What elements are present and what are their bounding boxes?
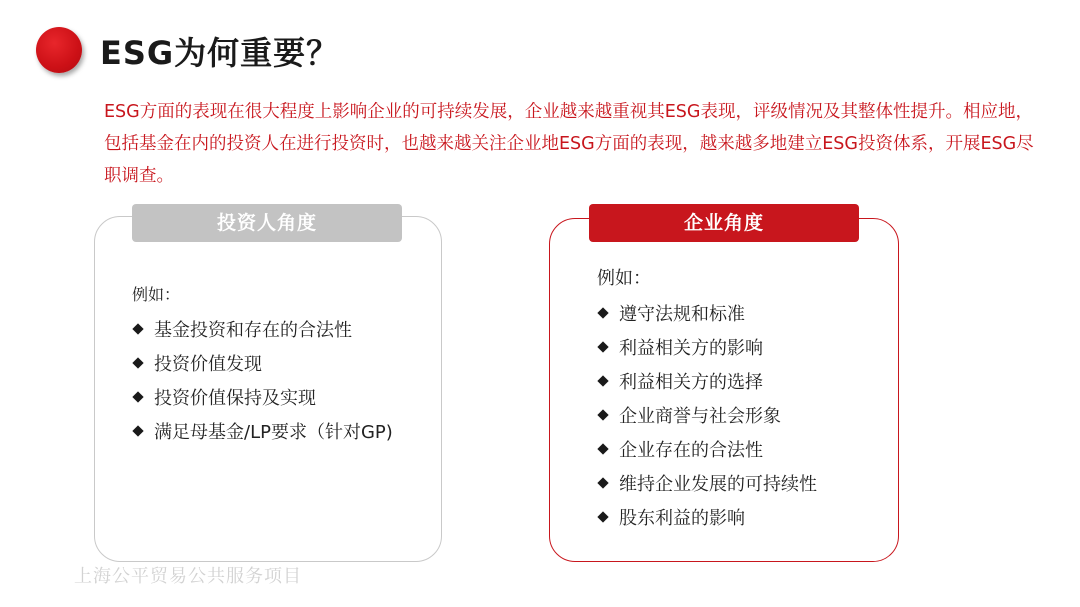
list-item-text: 利益相关方的影响 [619,338,763,359]
page-title: ESG为何重要？ [100,34,340,72]
list-item [597,298,817,332]
list-item-text: 股东利益的影响 [619,508,745,529]
intro-paragraph: ESG方面的表现在很大程度上影响企业的可持续发展，企业越来越重视其ESG表现，评级情况及其整体性提升。相应地，包括基金在内的投资人在进行投资时，也越来越关注企业地ESG方面的表现，越来越多地建立ESG投资体系，开展ESG尽职调查。 [104,102,1034,186]
enterprise-list [597,298,817,536]
diamond-bullet-icon [597,409,608,420]
list-item [597,400,817,434]
enterprise-panel-body [597,264,817,536]
list-item [132,348,393,382]
diamond-bullet-icon [597,341,608,352]
diamond-bullet-icon [597,307,608,318]
list-item-text: 维持企业发展的可持续性 [619,474,817,495]
list-item [597,434,817,468]
diamond-bullet-icon [132,323,143,334]
footer-watermark: 上海公平贸易公共服务项目 [74,566,302,587]
diamond-bullet-icon [597,511,608,522]
list-item-text: 企业存在的合法性 [619,440,763,461]
list-item [597,366,817,400]
list-item [132,416,393,450]
investor-list [132,314,393,450]
list-item [132,382,393,416]
list-item-text: 利益相关方的选择 [619,372,763,393]
list-item [597,468,817,502]
enterprise-panel-header: 企业角度 [589,204,859,242]
list-item-text: 基金投资和存在的合法性 [154,320,352,341]
list-item-text: 满足母基金/LP要求（针对GP) [154,422,393,443]
investor-panel-header: 投资人角度 [132,204,402,242]
diamond-bullet-icon [597,477,608,488]
list-item-text: 企业商誉与社会形象 [619,406,781,427]
list-item [597,502,817,536]
investor-example-label: 例如： [132,285,181,304]
list-item [132,314,393,348]
diamond-bullet-icon [132,391,143,402]
investor-panel-body [132,280,393,450]
title-red-circle-icon [36,27,82,73]
diamond-bullet-icon [132,357,143,368]
diamond-bullet-icon [597,443,608,454]
list-item-text: 投资价值保持及实现 [154,388,316,409]
list-item-text: 遵守法规和标准 [619,304,745,325]
enterprise-example-label: 例如： [597,268,651,289]
diamond-bullet-icon [132,425,143,436]
diamond-bullet-icon [597,375,608,386]
list-item [597,332,817,366]
list-item-text: 投资价值发现 [154,354,262,375]
